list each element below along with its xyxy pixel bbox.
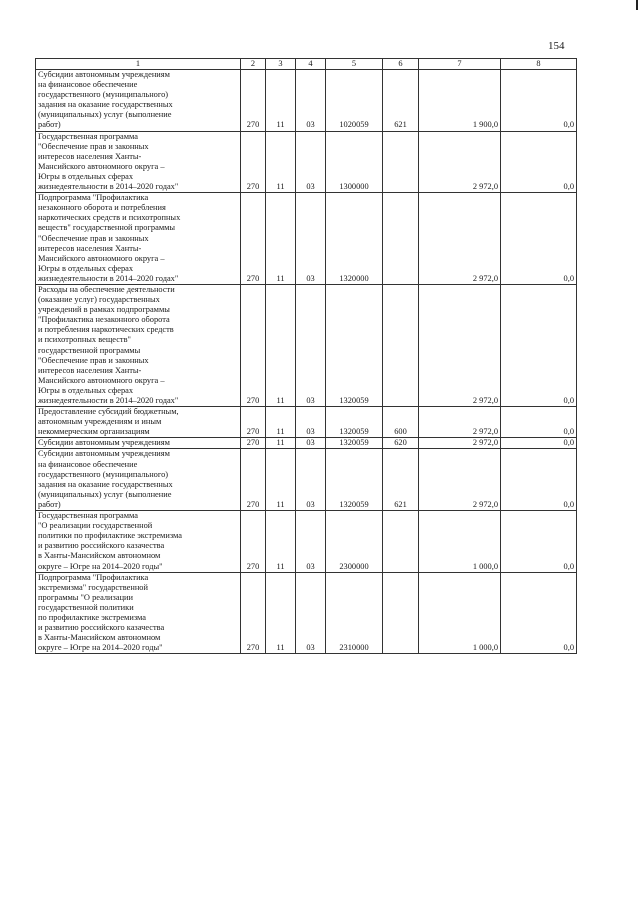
column-header-1: 1 — [36, 59, 241, 70]
row-name-cell: Расходы на обеспечение деятельности (оказание услуг) государственных учреждений в рамках подпрограммы "Профилактика незаконного оборота и потребления наркотических средств и психотропных веществ" государственной программы "Обеспечение прав и законных интересов населения Ханты- Мансийского автономного округа – Югры в отдельных сферах жизнедеятельности в 2014–2020 годах" — [36, 284, 241, 406]
table-row — [36, 70, 577, 132]
section-cell: 11 — [266, 284, 296, 406]
amount-change-cell: 0,0 — [501, 70, 577, 132]
section-cell: 11 — [266, 407, 296, 438]
section-cell: 11 — [266, 131, 296, 193]
table-row — [36, 407, 577, 438]
column-header-2: 2 — [241, 59, 266, 70]
column-header-8: 8 — [501, 59, 577, 70]
amount-change-cell: 0,0 — [501, 511, 577, 573]
row-name-cell: Предоставление субсидий бюджетным, автономным учреждениям и иным некоммерческим организациям — [36, 407, 241, 438]
amount-cell: 1 900,0 — [419, 70, 501, 132]
table-row — [36, 131, 577, 193]
column-header-5: 5 — [326, 59, 383, 70]
amount-cell: 2 972,0 — [419, 438, 501, 449]
amount-cell: 2 972,0 — [419, 193, 501, 285]
code-cell: 270 — [241, 438, 266, 449]
expense-type-cell — [383, 284, 419, 406]
amount-change-cell: 0,0 — [501, 572, 577, 654]
expense-type-cell: 621 — [383, 449, 419, 511]
table-row — [36, 193, 577, 285]
table-row — [36, 572, 577, 654]
section-cell: 11 — [266, 193, 296, 285]
subsection-cell: 03 — [296, 131, 326, 193]
target-item-cell: 1320000 — [326, 193, 383, 285]
code-cell: 270 — [241, 70, 266, 132]
expense-type-cell — [383, 131, 419, 193]
row-name-cell: Государственная программа "Обеспечение прав и законных интересов населения Ханты- Мансийского автономного округа – Югры в отдельных сферах жизнедеятельности в 2014–2020 годах" — [36, 131, 241, 193]
code-cell: 270 — [241, 511, 266, 573]
code-cell: 270 — [241, 572, 266, 654]
amount-change-cell: 0,0 — [501, 131, 577, 193]
row-name-cell: Субсидии автономным учреждениям на финансовое обеспечение государственного (муниципального) задания на оказание государственных (муниципальных) услуг (выполнение работ) — [36, 449, 241, 511]
amount-cell: 1 000,0 — [419, 511, 501, 573]
amount-cell: 1 000,0 — [419, 572, 501, 654]
subsection-cell: 03 — [296, 511, 326, 573]
column-header-3: 3 — [266, 59, 296, 70]
row-name-cell: Подпрограмма "Профилактика экстремизма" государственной программы "О реализации государственной политики по профилактике экстремизма и развитию российского казачества в Ханты-Мансийском автономном округе – Югре на 2014–2020 годы" — [36, 572, 241, 654]
table-row — [36, 438, 577, 449]
subsection-cell: 03 — [296, 407, 326, 438]
code-cell: 270 — [241, 407, 266, 438]
column-header-7: 7 — [419, 59, 501, 70]
subsection-cell: 03 — [296, 438, 326, 449]
table-row — [36, 449, 577, 511]
expense-type-cell: 621 — [383, 70, 419, 132]
amount-change-cell: 0,0 — [501, 193, 577, 285]
amount-cell: 2 972,0 — [419, 284, 501, 406]
row-name-cell: Субсидии автономным учреждениям — [36, 438, 241, 449]
expense-type-cell — [383, 193, 419, 285]
expense-type-cell: 620 — [383, 438, 419, 449]
subsection-cell: 03 — [296, 193, 326, 285]
header-row — [36, 59, 577, 70]
subsection-cell: 03 — [296, 284, 326, 406]
target-item-cell: 1300000 — [326, 131, 383, 193]
budget-table — [35, 58, 577, 654]
amount-cell: 2 972,0 — [419, 407, 501, 438]
section-cell: 11 — [266, 449, 296, 511]
row-name-cell: Субсидии автономным учреждениям на финансовое обеспечение государственного (муниципального) задания на оказание государственных (муниципальных) услуг (выполнение работ) — [36, 70, 241, 132]
section-cell: 11 — [266, 511, 296, 573]
amount-change-cell: 0,0 — [501, 407, 577, 438]
subsection-cell: 03 — [296, 572, 326, 654]
expense-type-cell — [383, 572, 419, 654]
target-item-cell: 1320059 — [326, 438, 383, 449]
code-cell: 270 — [241, 193, 266, 285]
expense-type-cell — [383, 511, 419, 573]
column-header-6: 6 — [383, 59, 419, 70]
section-cell: 11 — [266, 438, 296, 449]
target-item-cell: 1320059 — [326, 407, 383, 438]
section-cell: 11 — [266, 70, 296, 132]
amount-change-cell: 0,0 — [501, 449, 577, 511]
expense-type-cell: 600 — [383, 407, 419, 438]
target-item-cell: 1320059 — [326, 284, 383, 406]
code-cell: 270 — [241, 284, 266, 406]
table-row — [36, 284, 577, 406]
scan-edge-mark — [636, 0, 638, 10]
page-number: 154 — [548, 40, 565, 52]
target-item-cell: 1320059 — [326, 449, 383, 511]
table-body — [36, 70, 577, 654]
column-header-4: 4 — [296, 59, 326, 70]
amount-change-cell: 0,0 — [501, 438, 577, 449]
amount-change-cell: 0,0 — [501, 284, 577, 406]
row-name-cell: Государственная программа "О реализации государственной политики по профилактике экстремизма и развитию российского казачества в Ханты-Мансийском автономном округе – Югре на 2014–2020 годы" — [36, 511, 241, 573]
target-item-cell: 2310000 — [326, 572, 383, 654]
subsection-cell: 03 — [296, 449, 326, 511]
table-row — [36, 511, 577, 573]
section-cell: 11 — [266, 572, 296, 654]
target-item-cell: 2300000 — [326, 511, 383, 573]
amount-cell: 2 972,0 — [419, 131, 501, 193]
amount-cell: 2 972,0 — [419, 449, 501, 511]
code-cell: 270 — [241, 131, 266, 193]
row-name-cell: Подпрограмма "Профилактика незаконного оборота и потребления наркотических средств и психотропных веществ" государственной программы "Обеспечение прав и законных интересов населения Ханты- Мансийского автономного округа – Югры в отдельных сферах жизнедеятельности в 2014–2020 годах" — [36, 193, 241, 285]
subsection-cell: 03 — [296, 70, 326, 132]
target-item-cell: 1020059 — [326, 70, 383, 132]
code-cell: 270 — [241, 449, 266, 511]
